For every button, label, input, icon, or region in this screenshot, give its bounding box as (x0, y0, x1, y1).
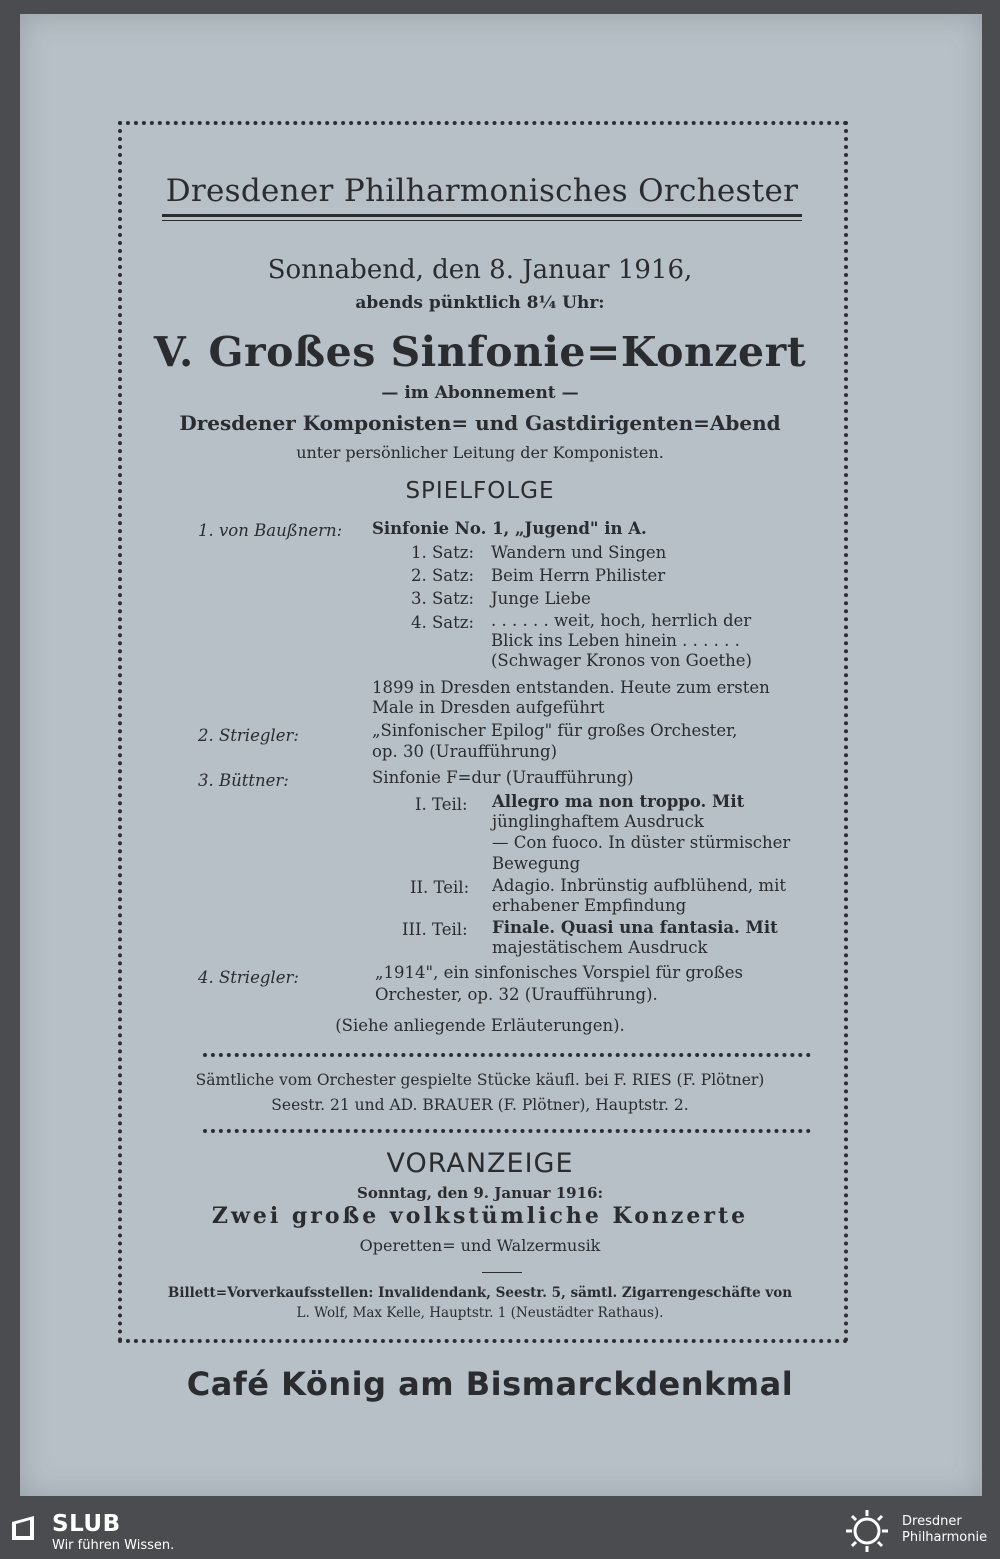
p3-t1-line4: Bewegung (492, 854, 581, 873)
p1-s3-label: 3. Satz: (411, 589, 475, 608)
p3-t1-line1: Allegro ma non troppo. Mit (492, 792, 745, 811)
divider-dotted-1 (203, 1053, 811, 1057)
concert-title: V. Großes Sinfonie=Konzert (153, 328, 807, 376)
p1-composer: 1. von Baußnern: (198, 521, 343, 540)
philharmonie-name (902, 1514, 987, 1546)
preview-subtitle: Operetten= und Walzermusik (359, 1236, 601, 1255)
p3-work: Sinfonie F=dur (Uraufführung) (372, 768, 634, 787)
program-heading: SPIELFOLGE (405, 478, 555, 504)
divider-dotted-2 (203, 1129, 811, 1133)
p4-composer: 4. Striegler: (198, 968, 299, 987)
leadership-note: unter persönlicher Leitung der Komponisten. (296, 443, 664, 462)
philharmonie-logo-icon (842, 1508, 892, 1554)
slub-name: SLUB (52, 1511, 121, 1537)
sales-line2: Seestr. 21 und AD. BRAUER (F. Plötner), Hauptstr. 2. (271, 1096, 689, 1114)
p3-t2-label: II. Teil: (410, 878, 470, 897)
concert-time: abends pünktlich 8¼ Uhr: (355, 293, 605, 313)
p2-line1: „Sinfonischer Epilog" für großes Orchester, (372, 721, 738, 740)
p4-line2: Orchester, op. 32 (Uraufführung). (375, 985, 658, 1004)
preview-heading: VORANZEIGE (386, 1148, 574, 1179)
p1-note-line2: Male in Dresden aufgeführt (372, 698, 605, 717)
p1-s4-line3: (Schwager Kronos von Goethe) (491, 651, 752, 670)
philharmonie-line1: Dresdner (902, 1514, 962, 1529)
p3-composer: 3. Büttner: (198, 771, 289, 790)
preview-divider (482, 1272, 522, 1273)
cafe-advert: Café König am Bismarckdenkmal (186, 1365, 794, 1403)
p4-line1: „1914", ein sinfonisches Vorspiel für großes (375, 963, 743, 982)
program-note: (Siehe anliegende Erläuterungen). (335, 1016, 625, 1035)
orchestra-underline-thin (162, 220, 802, 221)
p1-s2-label: 2. Satz: (411, 566, 475, 585)
p1-s2-text: Beim Herrn Philister (491, 566, 666, 585)
p1-note-line1: 1899 in Dresden entstanden. Heute zum ersten (372, 678, 770, 697)
footer-bar (0, 1500, 1000, 1559)
p1-work: Sinfonie No. 1, „Jugend" in A. (372, 519, 647, 538)
p1-s4-line1: . . . . . . weit, hoch, herrlich der (491, 611, 752, 630)
subscription-note: — im Abonnement — (381, 383, 579, 403)
p3-t3-line1: Finale. Quasi una fantasia. Mit (492, 918, 778, 937)
preview-title: Zwei große volkstümliche Konzerte (211, 1203, 749, 1229)
p3-t1-line3: — Con fuoco. In düster stürmischer (492, 833, 791, 852)
concert-subtitle: Dresdener Komponisten= und Gastdirigenten=Abend (179, 411, 781, 435)
ticket-line2: L. Wolf, Max Kelle, Hauptstr. 1 (Neustädter Rathaus). (296, 1305, 664, 1321)
slub-logo-icon (10, 1512, 38, 1542)
p3-t2-line2: erhabener Empfindung (492, 896, 687, 915)
ticket-info (150, 1283, 810, 1323)
sales-line1: Sämtliche vom Orchester gespielte Stücke käufl. bei F. RIES (F. Plötner) (195, 1071, 765, 1089)
orchestra-name: Dresdener Philharmonisches Orchester (165, 173, 799, 209)
p3-t1-line2: jünglinghaftem Ausdruck (492, 812, 704, 831)
p1-s1-text: Wandern und Singen (491, 543, 667, 562)
p1-s4-label: 4. Satz: (411, 613, 475, 632)
orchestra-underline (162, 214, 802, 217)
p3-t1-label: I. Teil: (415, 795, 468, 814)
p2-composer: 2. Striegler: (198, 726, 299, 745)
p1-s4-line2: Blick ins Leben hinein . . . . . . (491, 631, 740, 650)
p1-s1-label: 1. Satz: (411, 543, 475, 562)
preview-date: Sonntag, den 9. Januar 1916: (356, 1184, 604, 1202)
p2-line2: op. 30 (Uraufführung) (372, 742, 558, 761)
philharmonie-line2: Philharmonie (902, 1530, 988, 1545)
p3-t2-line1: Adagio. Inbrünstig aufblühend, mit (492, 876, 786, 895)
p1-s3-text: Junge Liebe (491, 589, 591, 608)
p3-t3-line2: majestätischem Ausdruck (492, 938, 708, 957)
concert-date: Sonnabend, den 8. Januar 1916, (267, 255, 693, 285)
slub-tagline: Wir führen Wissen. (52, 1538, 175, 1553)
ticket-line1: Billett=Vorverkaufsstellen: Invalidendank, Seestr. 5, sämtl. Zigarrengeschäfte von (167, 1285, 793, 1301)
p3-t3-label: III. Teil: (402, 920, 468, 939)
